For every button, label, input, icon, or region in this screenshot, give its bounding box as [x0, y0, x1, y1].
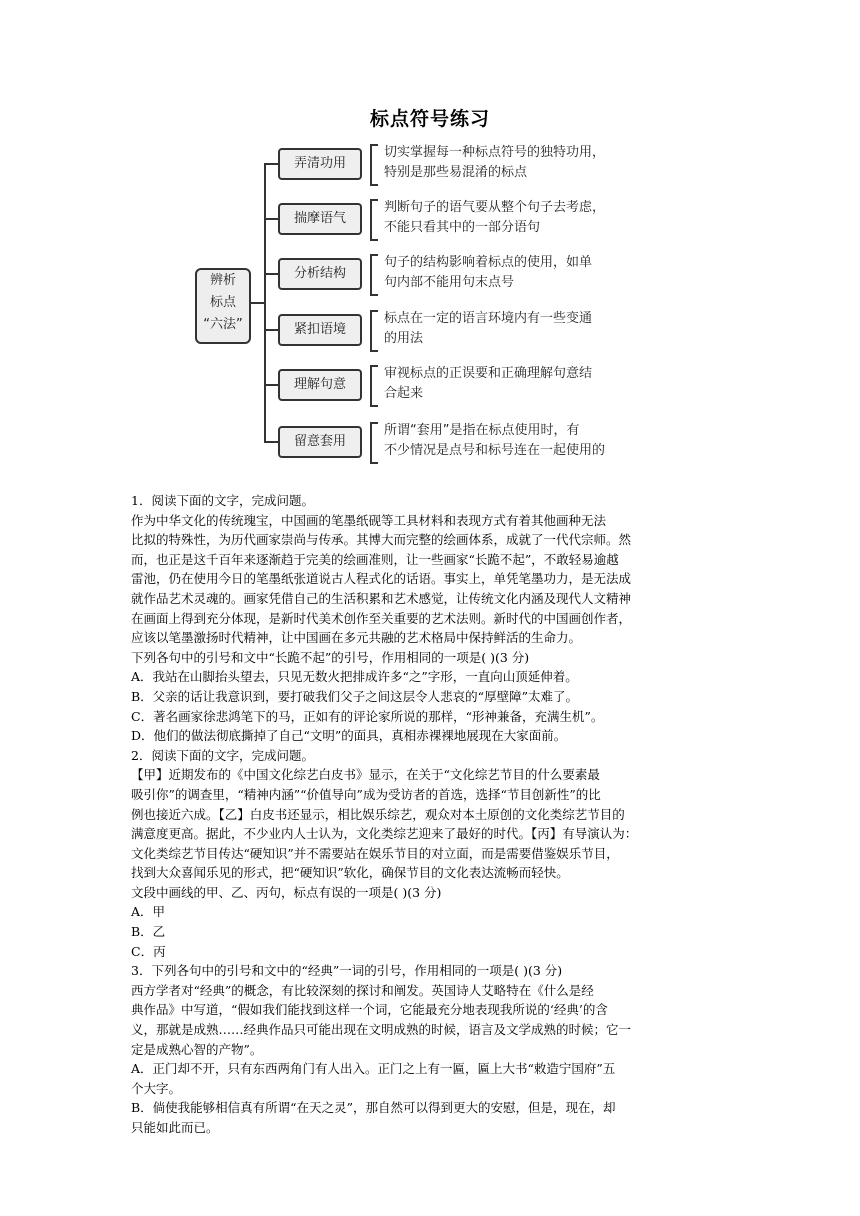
diagram-branch [264, 254, 654, 294]
mind-map-diagram [193, 136, 653, 466]
passage-line: 满意度更高。据此，不少业内人士认为，文化类综艺迎来了最好的时代。【丙】有导演认为： [131, 826, 638, 842]
answer-option: B．乙 [131, 924, 166, 940]
passage-line: 吸引你”的调查里，“精神内涵”“价值导向”成为受访者的首选，选择“节目创新性”的比 [131, 786, 601, 802]
diagram-branch [264, 310, 654, 350]
passage-line: 定是成熟心智的产物”。 [131, 1041, 263, 1057]
bracket [370, 144, 378, 186]
question-heading: 1．阅读下面的文字，完成问题。 [131, 493, 314, 508]
answer-option: C．著名画家徐悲鸿笔下的马，正如有的评论家所说的那样，“形神兼备，充满生机”。 [131, 708, 604, 724]
passage-line: 例也接近六成。【乙】白皮书还显示，相比娱乐综艺，观众对本土原创的文化类综艺节目的 [131, 806, 625, 822]
passage-line: 应该以笔墨激扬时代精神，让中国画在多元共融的艺术格局中保持鲜活的生命力。 [131, 630, 582, 646]
passage-line: 找到大众喜闻乐见的形式，把“硬知识”软化，确保节目的文化表达流畅而轻快。 [131, 865, 569, 881]
question-heading: 2．阅读下面的文字，完成问题。 [131, 747, 314, 763]
diagram-branch [264, 144, 654, 184]
page-title: 标点符号练习 [369, 108, 490, 130]
document-body [131, 491, 731, 1138]
bracket [370, 199, 378, 241]
answer-option: A．甲 [131, 904, 166, 920]
passage-line: 在画面上得到充分体现，是新时代美术创作至关重要的艺术法则。新时代的中国画创作者， [131, 610, 632, 626]
connector-line [264, 441, 278, 443]
connector-line [264, 273, 278, 275]
branch-description: 判断句子的语气要从整个句子去考虑， 不能只看其中的一部分语句 [384, 200, 606, 235]
diagram-branch [264, 365, 654, 405]
connector-line [264, 329, 278, 331]
passage-line: 比拟的特殊性，为历代画家崇尚与传承。其博大而完整的绘画体系，成就了一代代宗师。然 [131, 532, 632, 548]
answer-option: A．正门却不开，只有东西两角门有人出入。正门之上有一匾，匾上大书“敕造宁国府”五 [131, 1061, 616, 1077]
question-prompt: 下列各句中的引号和文中“长跪不起”的引号，作用相同的一项是( )(3 分) [131, 649, 530, 665]
bracket [370, 422, 378, 464]
bracket [370, 254, 378, 296]
branch-label: 紧扣语境 [278, 314, 362, 346]
diagram-branch [264, 199, 654, 239]
connector-line [264, 384, 278, 386]
passage-line: 【甲】近期发布的《中国文化综艺白皮书》显示，在关于“文化综艺节目的什么要素最 [131, 767, 600, 783]
bracket [370, 310, 378, 352]
answer-option: 只能如此而已。 [131, 1120, 219, 1135]
branch-description: 句子的结构影响着标点的使用，如单 句内部不能用句末点号 [384, 255, 593, 290]
connector-line [249, 302, 265, 304]
passage-line: 典作品》中写道，“假如我们能找到这样一个词，它能最充分地表现我所说的‘经典’的含 [131, 1002, 608, 1018]
answer-option: D．他们的做法彻底撕掉了自己“文明”的面具，真相赤裸裸地展现在大家面前。 [131, 728, 567, 744]
connector-line [264, 163, 278, 165]
root-line: 标点 [209, 295, 236, 310]
branch-label: 揣摩语气 [278, 203, 362, 235]
connector-line [264, 218, 278, 220]
root-line: 辨析 [209, 273, 236, 288]
passage-line: 文化类综艺节目传达“硬知识”并不需要站在娱乐节目的对立面，而是需要借鉴娱乐节目， [131, 845, 619, 861]
question-prompt: 3．下列各句中的引号和文中的“经典”一词的引号，作用相同的一项是( )(3 分) [131, 963, 563, 979]
branch-description: 所谓“套用”是指在标点使用时，有 不少情况是点号和标号连在一起使用的 [384, 423, 606, 458]
diagram-branch [264, 422, 654, 462]
question-prompt: 文段中画线的甲、乙、丙句，标点有误的一项是( )(3 分) [131, 884, 442, 900]
passage-line: 雷池，仍在使用今日的笔墨纸张道说古人程式化的话语。事实上，单凭笔墨功力，是无法成 [131, 571, 632, 587]
passage-line: 而，也正是这千百年来逐渐趋于完美的绘画准则，让一些画家“长跪不起”，不敢轻易逾越 [131, 551, 619, 567]
branch-label: 分析结构 [278, 258, 362, 290]
passage-line: 义，那就是成熟……经典作品只可能出现在文明成熟的时候，语言及文学成熟的时候；它一 [131, 1022, 632, 1038]
branch-description: 切实掌握每一种标点符号的独特功用， 特别是那些易混淆的标点 [384, 145, 606, 180]
passage-line: 西方学者对“经典”的概念，有比较深刻的探讨和阐发。英国诗人艾略特在《什么是经 [131, 982, 594, 998]
answer-option: C．丙 [131, 943, 166, 959]
root-line: “六法” [203, 317, 243, 332]
diagram-root-box [195, 268, 251, 344]
answer-option: B．父亲的话让我意识到，要打破我们父子之间这层令人悲哀的“厚壁障”太难了。 [131, 688, 578, 704]
passage-line: 就作品艺术灵魂的。画家凭借自己的生活积累和艺术感觉，让传统文化内涵及现代人文精神 [131, 590, 632, 606]
branch-description: 审视标点的正误要和正确理解句意结 合起来 [384, 366, 593, 401]
branch-label: 留意套用 [278, 426, 362, 458]
branch-description: 标点在一定的语言环境内有一些变通 的用法 [384, 311, 593, 346]
branch-label: 弄清功用 [278, 148, 362, 180]
answer-option: B．倘使我能够相信真有所谓“在天之灵”，那自然可以得到更大的安慰，但是，现在，却 [131, 1100, 616, 1116]
passage-line: 作为中华文化的传统瑰宝，中国画的笔墨纸砚等工具材料和表现方式有着其他画种无法 [131, 512, 607, 528]
answer-option: 个大字。 [131, 1080, 182, 1096]
branch-label: 理解句意 [278, 369, 362, 401]
answer-option: A．我站在山脚抬头望去，只见无数火把排成许多“之”字形，一直向山顶延伸着。 [131, 669, 578, 685]
bracket [370, 365, 378, 407]
